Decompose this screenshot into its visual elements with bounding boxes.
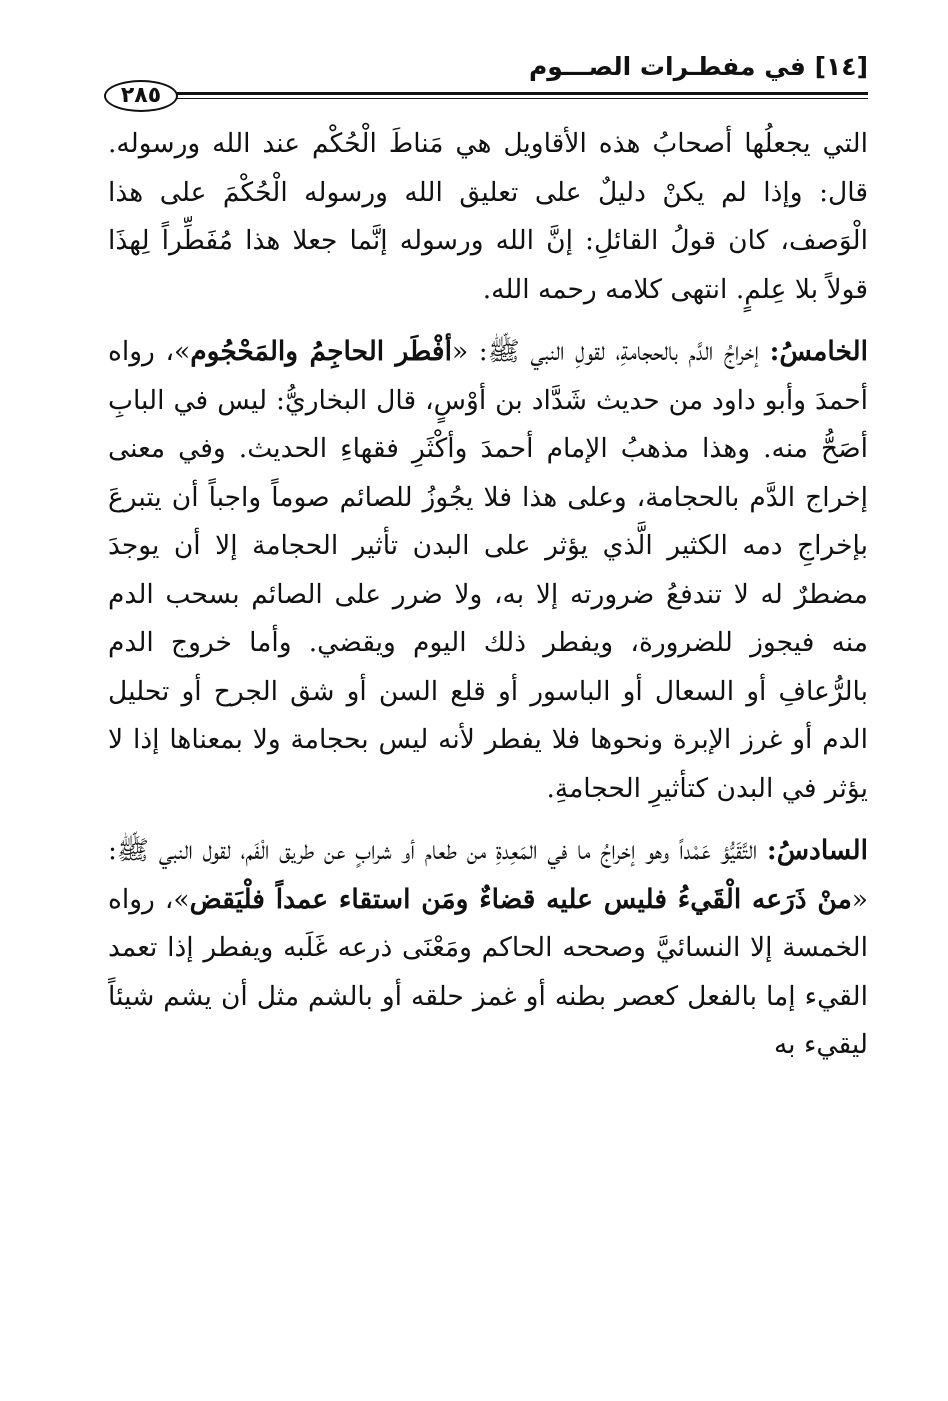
paragraph-text: التي يجعلُها أصحابُ هذه الأقاويل هي مَناطَ الْحُكْم عند الله ورسوله. قال: وإذا لم يكنْ دليلٌ على تعليق الله ورسوله الْحُكْمَ على هذا الْوَصف، كان قولُ القائلِ: إنَّ الله ورسوله إنَّما جعلا هذا مُفَطِّراً لِهذَا قولاً بلا عِلمٍ. انتهى كلامه رحمه الله. (108, 128, 868, 305)
hadith-quote: منْ ذَرَعه الْقَيءُ فليس عليه قضاءٌ ومَن استقاء عمداً فلْيَقض (189, 883, 852, 915)
paragraph-text: »، رواه الخمسة إلا النسائيَّ وصححه الحاكم ومَعْنَى ذرعه غَلَبه ويفطر إذا تعمد القيء إما بالفعل كعصر بطنه أو غمز حلقه أو بالشم مثل أن يشم شيئاً ليقيء به (108, 883, 868, 1060)
paragraph-fifth (108, 328, 868, 813)
hadith-quote: أفْطَر الحاجِمُ والمَحْجُوم (190, 336, 452, 367)
paragraph-1 (108, 120, 868, 314)
running-title: [١٤] في مفطـرات الصـــوم (528, 52, 868, 81)
section-lead-sixth: السادسُ: (766, 835, 868, 866)
paragraph-text: إخراجُ الدَّم بالحجامةِ، لقولِ النبي ﷺ: « (451, 336, 770, 367)
page-number: ٢٨٥ (104, 80, 178, 112)
page-body (108, 120, 868, 1070)
page-header (98, 52, 868, 114)
paragraph-text: التَّقَيُّؤ عَمْداً وهو إخراجُ ما في المَعِدةِ من طعام أو شرابٍ عن طريق الْفَم، لقول النبي ﷺ: « (108, 835, 868, 915)
section-lead-fifth: الخامسُ: (769, 336, 868, 367)
paragraph-sixth (108, 827, 868, 1070)
paragraph-text: »، رواه أحمدَ وأبو داود من حديث شَدَّاد بن أوْسٍ، قال البخاريُّ: ليس في البابِ أصَحُّ منه. وهذا مذهبُ الإمام أحمدَ وأكْثَرِ فقهاءِ الحديث. وفي معنى إخراج الدَّم بالحجامة، وعلى هذا فلا يجُوزُ للصائم صوماً واجباً أن يتبرعَ بإخراجِ دمه الكثير الَّذي يؤثر على البدن تأثير الحجامة إلا أن يوجدَ مضطرٌ له لا تندفعُ ضرورته إلا به، ولا ضرر على الصائم بسحب الدم منه فيجوز للضرورة، ويفطر ذلك اليوم ويقضي. وأما خروج الدم بالرُّعافِ أو السعال أو الباسور أو قلع السن أو شق الجرح أو تحليل الدم أو غرز الإبرة ونحوها فلا يفطر لأنه ليس بحجامة ولا بمعناها إذا لا يؤثر في البدن كتأثيرِ الحجامةِ. (108, 336, 868, 804)
header-rule (166, 92, 868, 99)
